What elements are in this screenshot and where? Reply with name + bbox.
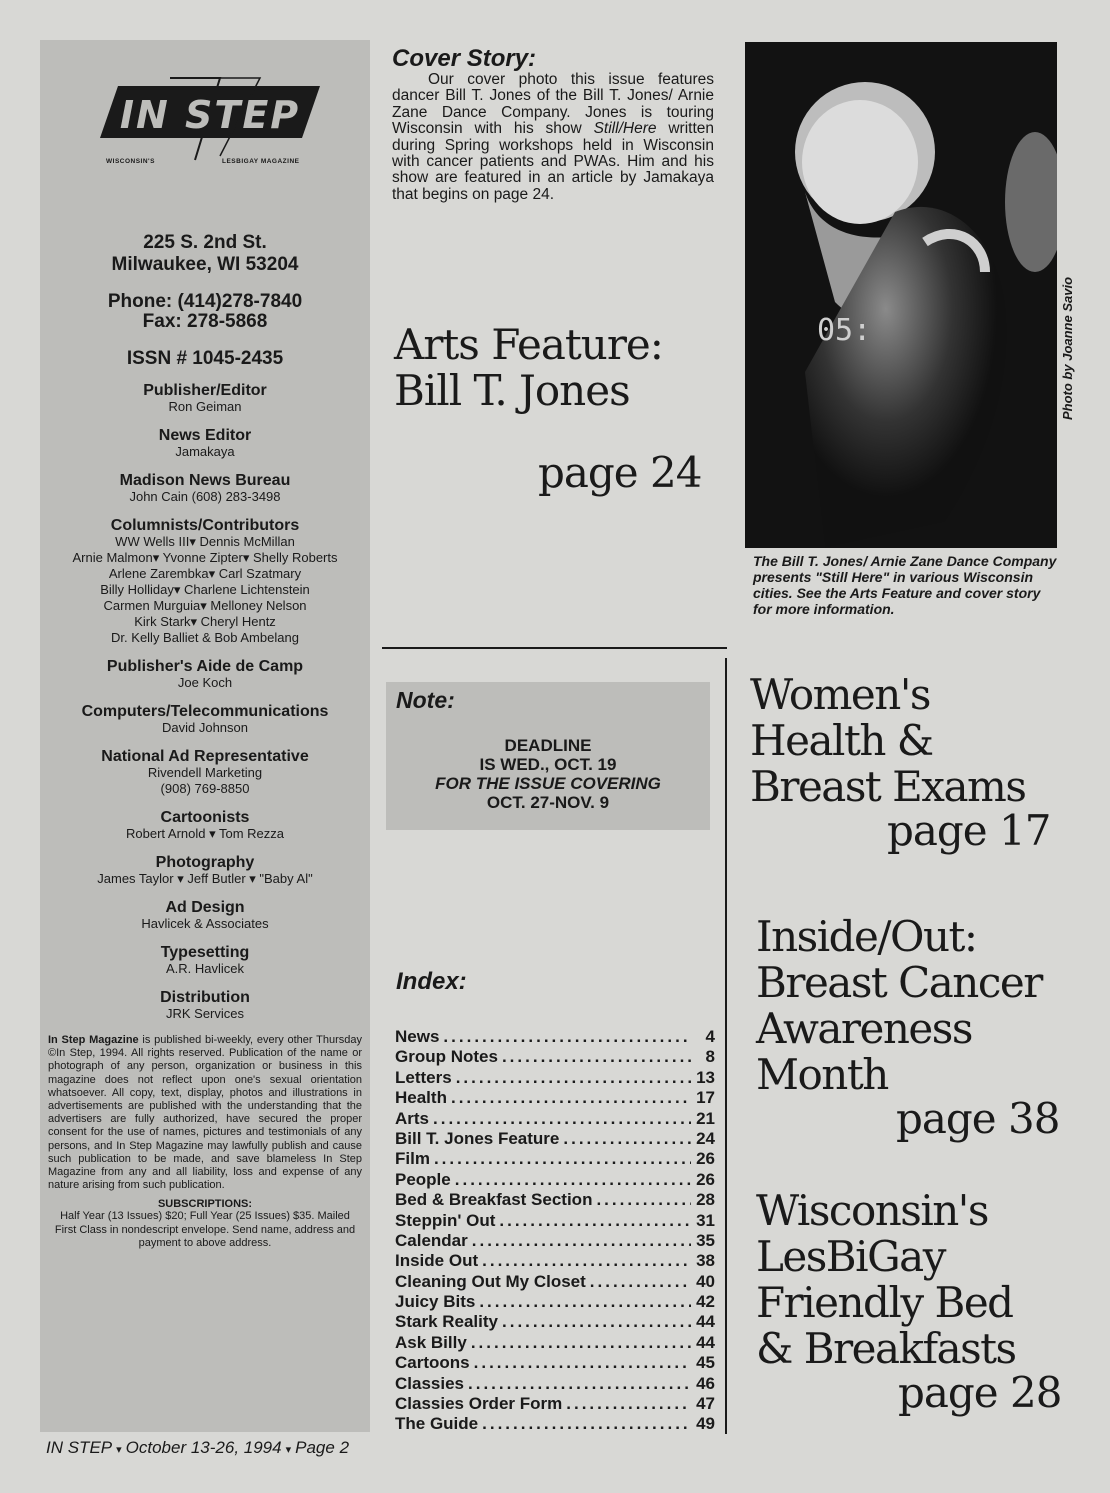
staff-block [46, 382, 364, 415]
index-page-number: 42 [696, 1292, 715, 1312]
staff-title: Distribution [160, 989, 250, 1006]
staff-name: JRK Services [165, 1006, 245, 1021]
note-line2: IS WED., OCT. 19 [479, 755, 617, 774]
womens-title-line3: Breast Exams [750, 762, 1026, 811]
index-leader-dots [482, 1251, 691, 1271]
staff-name: Havlicek & Associates [141, 916, 269, 931]
index-page-number: 31 [696, 1210, 715, 1230]
bnb-title-line3: Friendly Bed [756, 1278, 1013, 1327]
index-page-number: 47 [696, 1394, 715, 1414]
staff-block [46, 748, 364, 797]
index-page-number: 49 [696, 1414, 715, 1434]
legal-notice [46, 1034, 364, 1192]
index-label: People [395, 1169, 451, 1189]
staff-list [46, 382, 364, 1022]
index-label: Bill T. Jones Feature [395, 1128, 560, 1148]
staff-name: Robert Arnold ▾ Tom Rezza [125, 826, 285, 841]
footer-separator-2: ▾ [285, 1444, 292, 1456]
index-page-number: 40 [696, 1271, 715, 1291]
index-leader-dots [563, 1129, 691, 1149]
index-leader-dots [443, 1027, 691, 1047]
staff-name: A.R. Havlicek [165, 961, 245, 976]
womens-health-page[interactable]: page 17 [887, 806, 1051, 855]
index-label: Letters [395, 1067, 452, 1087]
index-row[interactable] [395, 1190, 715, 1210]
womens-health-title[interactable] [750, 672, 1025, 810]
index-page-number: 13 [696, 1067, 715, 1087]
index-row[interactable] [395, 1129, 715, 1149]
index-label: Film [395, 1149, 430, 1169]
index-page-number: 4 [705, 1027, 715, 1046]
index-leader-dots [502, 1312, 691, 1332]
index-row[interactable] [395, 1027, 715, 1047]
note-line1: DEADLINE [504, 736, 592, 755]
index-page-number: 24 [696, 1128, 715, 1148]
staff-name: Rivendell Marketing [147, 765, 263, 780]
page-footer [46, 1438, 349, 1458]
staff-block [46, 989, 364, 1022]
photo-credit: Photo by Joanne Savio [1060, 276, 1075, 420]
staff-title: Photography [155, 854, 255, 871]
index-leader-dots [590, 1272, 691, 1292]
notice-text: is published bi-weekly, every other Thursday ©In Step, 1994. All rights reserved. Publication of the name or photograph of any person, organization or business in this magazine does not reflect upon one's sexual orientation whatsoever. All copy, text, display, photos and illustrations in advertisements are published with the understanding that the advertisers are fully authorized, have secured the proper consent for the use of names, pictures and testimonials of any persons, and In Step Magazine may lawfully publish and cause such publication to be made, and save blameless In Step Magazine from any and all liability, loss and expense of any nature arising from such publication. [48, 1034, 362, 1192]
index-list [395, 1027, 715, 1435]
cover-story-heading: Cover Story: [392, 45, 537, 72]
index-label: Group Notes [395, 1047, 498, 1067]
staff-block [46, 899, 364, 932]
arts-title-line1: Arts Feature: [394, 320, 663, 369]
note-line4: OCT. 27-NOV. 9 [486, 793, 610, 812]
arts-title-line2: Bill T. Jones [394, 366, 630, 415]
index-label: Calendar [395, 1230, 468, 1250]
insideout-title-line4: Month [756, 1050, 888, 1099]
index-leader-dots [479, 1292, 691, 1312]
note-body [396, 736, 700, 812]
index-page-number: 38 [696, 1251, 715, 1271]
insideout-title-line2: Breast Cancer [756, 958, 1042, 1007]
index-leader-dots [502, 1047, 691, 1067]
footer-magazine: IN STEP [46, 1438, 113, 1457]
index-leader-dots [472, 1231, 691, 1251]
staff-name: Joe Koch [177, 675, 233, 690]
staff-block [46, 809, 364, 842]
index-row[interactable] [395, 1088, 715, 1108]
staff-title: Ad Design [165, 899, 245, 916]
index-label: Classies [395, 1373, 464, 1393]
index-label: The Guide [395, 1414, 479, 1434]
staff-title: Columnists/Contributors [110, 517, 300, 534]
index-row[interactable] [395, 1353, 715, 1373]
deadline-note [386, 682, 710, 830]
womens-title-line1: Women's [750, 670, 930, 719]
staff-title: Typesetting [160, 944, 250, 961]
staff-name: WW Wells III▾ Dennis McMillan [115, 534, 295, 549]
staff-name: Kirk Stark▾ Cheryl Hentz [134, 614, 276, 629]
in-step-logo [70, 70, 340, 180]
index-row[interactable] [395, 1333, 715, 1353]
index-row[interactable] [395, 1211, 715, 1231]
staff-block [46, 944, 364, 977]
index-label: Cleaning Out My Closet [395, 1271, 586, 1291]
footer-separator-1: ▾ [116, 1444, 122, 1456]
womens-title-line2: Health & [750, 716, 933, 765]
index-row[interactable] [395, 1231, 715, 1251]
index-row[interactable] [395, 1047, 715, 1067]
index-leader-dots [468, 1374, 691, 1394]
index-page-number: 35 [696, 1230, 715, 1250]
cover-photo [745, 42, 1057, 548]
staff-block [46, 472, 364, 505]
cover-text-part1: Our cover photo this issue features dancer Bill T. Jones of the Bill T. Jones/ Arnie Zane Dance Company. Jones is touring Wisconsin with his show [392, 71, 714, 138]
staff-name: (908) 769-8850 [160, 781, 250, 796]
staff-title: Madison News Bureau [119, 472, 291, 489]
index-leader-dots [456, 1068, 691, 1088]
staff-name: Arlene Zarembka▾ Carl Szatmary [108, 566, 302, 581]
index-leader-dots [451, 1088, 691, 1108]
jersey-text: 05: [817, 313, 872, 348]
inside-out-title[interactable] [756, 914, 1042, 1098]
index-row[interactable] [395, 1272, 715, 1292]
staff-block [46, 517, 364, 646]
index-page-number: 45 [696, 1353, 715, 1373]
index-leader-dots [474, 1353, 691, 1373]
cover-text-part2: written during Spring workshops held in Wisconsin with cancer patients and PWAs. Him and his show are featured in an article by Jamakaya that begins on page 24. [392, 120, 714, 203]
notice-magazine-name: In Step Magazine [48, 1034, 139, 1046]
address-line2: Milwaukee, WI 53204 [111, 254, 299, 275]
index-page-number: 8 [705, 1047, 715, 1067]
index-label: News [395, 1027, 440, 1046]
index-row[interactable] [395, 1374, 715, 1394]
index-row[interactable] [395, 1170, 715, 1190]
index-label: Ask Billy [395, 1332, 467, 1352]
index-row[interactable] [395, 1251, 715, 1271]
index-page-number: 44 [696, 1332, 715, 1352]
staff-name: David Johnson [162, 720, 248, 735]
note-line3: FOR THE ISSUE COVERING [435, 774, 661, 793]
photo-caption: The Bill T. Jones/ Arnie Zane Dance Company presents "Still Here" in various Wisconsin cities. See the Arts Feature and cover story for more information. [753, 553, 1057, 617]
index-label: Classies Order Form [395, 1394, 563, 1414]
note-heading: Note: [396, 687, 455, 713]
index-row[interactable] [395, 1312, 715, 1332]
address-line1: 225 S. 2nd St. [143, 232, 267, 253]
index-leader-dots [566, 1394, 691, 1414]
staff-name: Ron Geiman [168, 399, 242, 414]
phone-number: Phone: (414)278-7840 [107, 291, 303, 312]
index-page-number: 26 [696, 1149, 715, 1169]
cover-story [392, 46, 714, 203]
arts-feature-page[interactable]: page 24 [538, 448, 702, 497]
index-label: Bed & Breakfast Section [395, 1190, 593, 1210]
staff-name: Arnie Malmon▾ Yvonne Zipter▾ Shelly Roberts [72, 550, 338, 565]
staff-title: Computers/Telecommunications [81, 703, 329, 720]
logo-text: IN STEP [119, 93, 301, 137]
staff-name: Jamakaya [175, 444, 235, 459]
insideout-title-line3: Awareness [756, 1004, 972, 1053]
subscriptions-title: SUBSCRIPTIONS: [157, 1198, 253, 1211]
index-row[interactable] [395, 1149, 715, 1169]
logo-sub-right: LESBIGAY MAGAZINE [222, 158, 300, 165]
staff-block [46, 658, 364, 691]
index-leader-dots [482, 1414, 691, 1434]
index-leader-dots [499, 1211, 691, 1231]
subscriptions-text: Half Year (13 Issues) $20; Full Year (25 Issues) $35. Mailed First Class in nondescript envelope. Send name, address and payment to above address. [54, 1210, 356, 1250]
staff-title: Publisher's Aide de Camp [106, 658, 304, 675]
logo-sub-left: WISCONSIN'S [106, 158, 155, 165]
index-row[interactable] [395, 1109, 715, 1129]
staff-title: National Ad Representative [101, 748, 309, 765]
staff-name: James Taylor ▾ Jeff Butler ▾ "Baby Al" [97, 871, 313, 886]
index-label: Arts [395, 1108, 430, 1128]
insideout-title-line1: Inside/Out: [756, 912, 977, 961]
index-label: Juicy Bits [395, 1292, 476, 1312]
index-leader-dots [455, 1170, 691, 1190]
index-label: Health [395, 1088, 447, 1108]
index-row[interactable] [395, 1414, 715, 1434]
index-leader-dots [596, 1190, 691, 1210]
show-title: Still/Here [593, 120, 657, 138]
staff-title: Cartoonists [160, 809, 250, 826]
index-row[interactable] [395, 1068, 715, 1088]
bed-breakfast-title[interactable] [756, 1188, 1016, 1372]
index-page-number: 21 [696, 1108, 715, 1128]
index-page-number: 28 [696, 1190, 715, 1210]
masthead-column [40, 40, 370, 1432]
index-leader-dots [471, 1333, 691, 1353]
staff-block [46, 703, 364, 736]
bed-breakfast-page[interactable]: page 28 [898, 1368, 1062, 1417]
index-label: Stark Reality [395, 1312, 498, 1332]
divider-horizontal [382, 647, 727, 649]
index-heading: Index: [396, 968, 467, 995]
index-page-number: 46 [696, 1373, 715, 1393]
index-page-number: 44 [696, 1312, 715, 1332]
issn: ISSN # 1045-2435 [126, 348, 284, 369]
staff-title: Publisher/Editor [143, 382, 267, 399]
staff-name: Carmen Murguia▾ Melloney Nelson [103, 598, 307, 613]
footer-dates: October 13-26, 1994 [125, 1438, 282, 1457]
fax-number: Fax: 278-5868 [142, 311, 268, 332]
arts-feature-title[interactable] [394, 322, 663, 414]
staff-block [46, 854, 364, 887]
index-label: Inside Out [395, 1251, 479, 1271]
bnb-title-line2: LesBiGay [756, 1232, 945, 1281]
inside-out-page[interactable]: page 38 [896, 1094, 1060, 1143]
contact [46, 292, 364, 332]
index-page-number: 17 [696, 1088, 715, 1108]
address [46, 232, 364, 276]
index-row[interactable] [395, 1394, 715, 1414]
index-row[interactable] [395, 1292, 715, 1312]
footer-page-number: Page 2 [295, 1438, 350, 1457]
cover-story-text [392, 72, 714, 203]
divider-vertical [725, 658, 727, 1434]
staff-name: John Cain (608) 283-3498 [129, 489, 281, 504]
index-label: Steppin' Out [395, 1210, 496, 1230]
bnb-title-line1: Wisconsin's [756, 1186, 988, 1235]
staff-title: News Editor [158, 427, 252, 444]
index-page-number: 26 [696, 1169, 715, 1189]
dancer-photo-graphic [745, 42, 1057, 548]
staff-name: Dr. Kelly Balliet & Bob Ambelang [111, 630, 299, 645]
bnb-title-line4: & Breakfasts [756, 1324, 1016, 1373]
index-label: Cartoons [395, 1353, 470, 1373]
index-leader-dots [433, 1109, 691, 1129]
index-leader-dots [434, 1149, 691, 1169]
staff-block [46, 427, 364, 460]
staff-name: Billy Holliday▾ Charlene Lichtenstein [100, 582, 310, 597]
